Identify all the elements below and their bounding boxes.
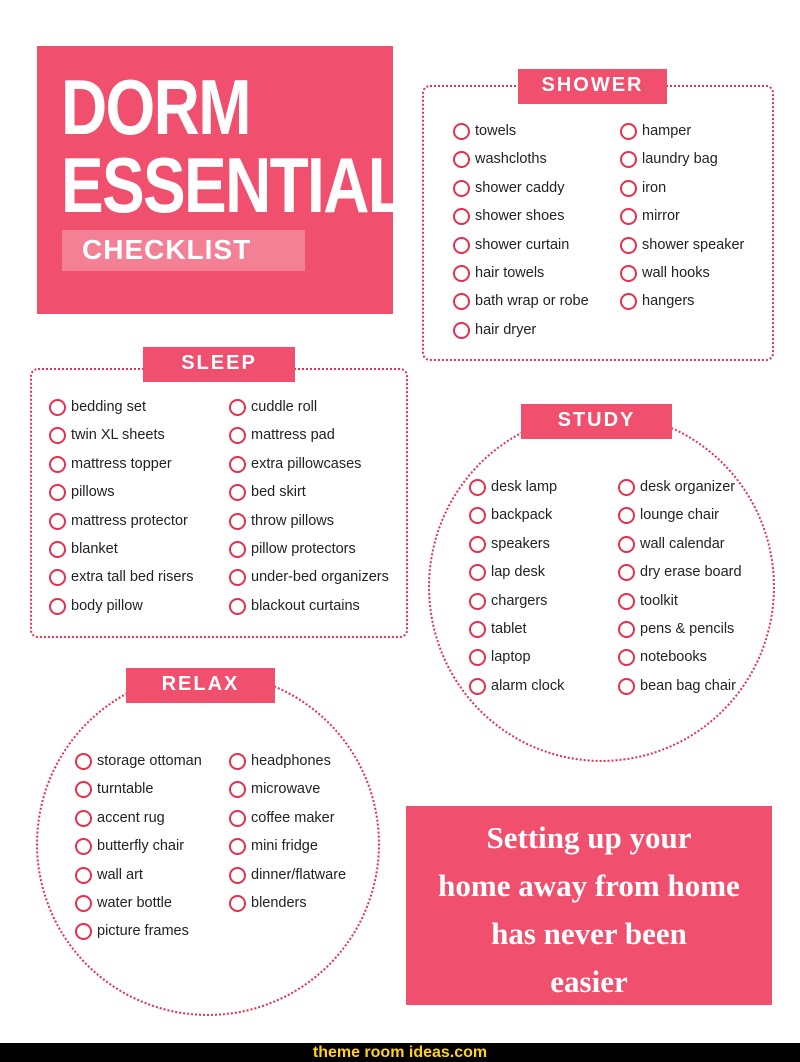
shower-item <box>620 207 744 235</box>
relax-col-1 <box>75 752 202 951</box>
checkbox-circle-icon[interactable] <box>75 810 92 827</box>
study-item-label: dry erase board <box>640 564 742 581</box>
checkbox-circle-icon[interactable] <box>229 598 246 615</box>
sleep-item-label: blackout curtains <box>251 597 360 614</box>
sleep-item <box>229 426 389 454</box>
study-item-label: alarm clock <box>491 677 565 694</box>
checkbox-circle-icon[interactable] <box>49 399 66 416</box>
checkbox-circle-icon[interactable] <box>49 427 66 444</box>
study-item <box>469 563 564 591</box>
shower-item <box>620 179 744 207</box>
sleep-item <box>229 568 389 596</box>
relax-item-label: water bottle <box>97 894 172 911</box>
study-item <box>469 535 564 563</box>
checkbox-circle-icon[interactable] <box>620 265 637 282</box>
shower-item-label: laundry bag <box>642 151 718 168</box>
sleep-item <box>229 455 389 483</box>
relax-item-label: coffee maker <box>251 809 335 826</box>
checkbox-circle-icon[interactable] <box>469 536 486 553</box>
checkbox-circle-icon[interactable] <box>453 237 470 254</box>
relax-item <box>229 894 346 922</box>
sleep-item <box>49 398 194 426</box>
checkbox-circle-icon[interactable] <box>75 867 92 884</box>
checkbox-circle-icon[interactable] <box>469 507 486 524</box>
study-item <box>618 677 750 717</box>
study-item-label: wall calendar <box>640 535 725 552</box>
checkbox-circle-icon[interactable] <box>620 123 637 140</box>
sleep-item-label: throw pillows <box>251 512 334 529</box>
study-item-label: pens & pencils <box>640 620 735 637</box>
sleep-item-label: mattress topper <box>71 455 172 472</box>
study-item-label: desk organizer <box>640 479 736 495</box>
relax-item-label: microwave <box>251 781 321 798</box>
shower-item-label: hamper <box>642 123 692 139</box>
relax-item-label: headphones <box>251 753 331 769</box>
study-item <box>618 620 750 648</box>
shower-item-label: shower speaker <box>642 236 745 253</box>
sleep-col-1 <box>49 398 194 625</box>
checkbox-circle-icon[interactable] <box>75 923 92 940</box>
checkbox-circle-icon[interactable] <box>75 781 92 798</box>
sleep-item-label: twin XL sheets <box>71 427 165 444</box>
relax-item-label: storage ottoman <box>97 753 202 769</box>
checkbox-circle-icon[interactable] <box>229 753 246 770</box>
sleep-item <box>229 597 389 625</box>
checkbox-circle-icon[interactable] <box>469 593 486 610</box>
shower-item-label: hair towels <box>475 264 545 281</box>
shower-item <box>620 122 744 150</box>
checkbox-circle-icon[interactable] <box>229 399 246 416</box>
sleep-item-label: cuddle roll <box>251 399 318 415</box>
study-item-label: lounge chair <box>640 507 719 524</box>
title-line-2: ESSENTIALS <box>61 141 447 229</box>
study-item-label: bean bag chair <box>640 677 736 694</box>
study-item-label: lap desk <box>491 564 546 581</box>
checkbox-circle-icon[interactable] <box>229 895 246 912</box>
sleep-item <box>49 568 194 596</box>
study-item <box>469 592 564 620</box>
study-item <box>469 677 564 705</box>
relax-item <box>75 922 202 950</box>
study-item <box>469 620 564 648</box>
checkbox-circle-icon[interactable] <box>453 208 470 225</box>
checkbox-circle-icon[interactable] <box>49 484 66 501</box>
relax-item-label: blenders <box>251 894 307 911</box>
shower-col-2 <box>620 122 744 321</box>
checkbox-circle-icon[interactable] <box>618 507 635 524</box>
checkbox-circle-icon[interactable] <box>618 678 635 695</box>
relax-item-label: turntable <box>97 781 154 798</box>
relax-item-label: picture frames <box>97 923 189 940</box>
checkbox-circle-icon[interactable] <box>49 456 66 473</box>
shower-item-label: shower shoes <box>475 208 565 225</box>
checklist-bar <box>62 230 305 271</box>
sleep-item-label: extra tall bed risers <box>71 569 194 586</box>
checkbox-circle-icon[interactable] <box>229 781 246 798</box>
study-item-label: chargers <box>491 592 548 609</box>
study-item-label: tablet <box>491 620 527 637</box>
study-item <box>618 592 750 620</box>
sleep-item-label: body pillow <box>71 597 143 614</box>
checkbox-circle-icon[interactable] <box>229 810 246 827</box>
relax-item <box>75 780 202 808</box>
tagline-line-1: Setting up your <box>486 820 692 855</box>
checkbox-circle-icon[interactable] <box>49 569 66 586</box>
sleep-item-label: extra pillowcases <box>251 455 362 472</box>
relax-item-label: accent rug <box>97 809 165 826</box>
shower-item <box>453 292 589 320</box>
shower-item-label: bath wrap or robe <box>475 293 589 310</box>
shower-item <box>453 236 589 264</box>
checkbox-circle-icon[interactable] <box>229 427 246 444</box>
relax-item-label: mini fridge <box>251 838 318 855</box>
shower-item-label: shower curtain <box>475 236 570 253</box>
checkbox-circle-icon[interactable] <box>618 564 635 581</box>
relax-item <box>229 780 346 808</box>
study-item <box>618 506 750 534</box>
shower-col-1 <box>453 122 589 349</box>
shower-item-label: towels <box>475 123 517 139</box>
checkbox-circle-icon[interactable] <box>618 536 635 553</box>
relax-item <box>75 752 202 780</box>
study-item-label: speakers <box>491 535 550 552</box>
relax-item <box>75 894 202 922</box>
tagline-box <box>406 806 772 1005</box>
study-heading: STUDY <box>521 404 672 439</box>
shower-item-label: hair dryer <box>475 321 537 338</box>
shower-item <box>620 264 744 292</box>
sleep-heading: SLEEP <box>143 347 295 382</box>
sleep-item <box>49 426 194 454</box>
study-item <box>469 506 564 534</box>
shower-heading: SHOWER <box>518 69 667 104</box>
sleep-item <box>49 455 194 483</box>
footer-bar <box>0 1043 800 1062</box>
study-item-label: desk lamp <box>491 479 558 495</box>
checkbox-circle-icon[interactable] <box>453 293 470 310</box>
sleep-item <box>49 512 194 540</box>
study-item <box>618 535 750 563</box>
study-item-label: backpack <box>491 507 553 524</box>
checkbox-circle-icon[interactable] <box>620 237 637 254</box>
sleep-item-label: pillows <box>71 484 115 501</box>
sleep-item <box>229 398 389 426</box>
shower-item <box>620 150 744 178</box>
sleep-item <box>49 540 194 568</box>
shower-item-label: hangers <box>642 293 695 310</box>
sleep-item-label: bedding set <box>71 399 146 415</box>
study-item-label: laptop <box>491 649 531 666</box>
checkbox-circle-icon[interactable] <box>469 621 486 638</box>
checkbox-circle-icon[interactable] <box>453 123 470 140</box>
checkbox-circle-icon[interactable] <box>75 753 92 770</box>
sleep-item-label: mattress protector <box>71 512 188 529</box>
shower-item-label: wall hooks <box>642 264 710 281</box>
checkbox-circle-icon[interactable] <box>229 541 246 558</box>
study-item <box>469 648 564 676</box>
relax-item <box>75 809 202 837</box>
checkbox-circle-icon[interactable] <box>618 621 635 638</box>
study-item-label: toolkit <box>640 592 678 609</box>
relax-item <box>75 837 202 865</box>
checkbox-circle-icon[interactable] <box>453 151 470 168</box>
checkbox-circle-icon[interactable] <box>469 678 486 695</box>
subtitle: CHECKLIST <box>82 234 252 265</box>
shower-item <box>453 179 589 207</box>
checkbox-circle-icon[interactable] <box>49 598 66 615</box>
study-col-1 <box>469 478 564 705</box>
shower-item <box>453 264 589 292</box>
sleep-item <box>229 512 389 540</box>
checkbox-circle-icon[interactable] <box>49 513 66 530</box>
relax-item-label: wall art <box>97 866 143 883</box>
checkbox-circle-icon[interactable] <box>453 265 470 282</box>
relax-item <box>75 866 202 894</box>
tagline-line-4: easier <box>550 964 628 999</box>
shower-item-label: mirror <box>642 208 680 225</box>
sleep-item <box>49 597 194 625</box>
shower-item <box>453 207 589 235</box>
checkbox-circle-icon[interactable] <box>618 649 635 666</box>
relax-col-2 <box>229 752 346 922</box>
sleep-item-label: under-bed organizers <box>251 569 389 586</box>
relax-item-label: butterfly chair <box>97 838 185 855</box>
checkbox-circle-icon[interactable] <box>229 513 246 530</box>
checkbox-circle-icon[interactable] <box>453 322 470 339</box>
tagline-line-2: home away from home <box>438 868 740 903</box>
study-item <box>618 563 750 591</box>
shower-item-label: iron <box>642 179 667 196</box>
checkbox-circle-icon[interactable] <box>75 895 92 912</box>
relax-item <box>229 809 346 837</box>
relax-item <box>229 752 346 780</box>
sleep-col-2 <box>229 398 389 625</box>
title-line-1: DORM <box>61 63 250 151</box>
sleep-item-label: blanket <box>71 540 118 557</box>
checkbox-circle-icon[interactable] <box>49 541 66 558</box>
study-item <box>469 478 564 506</box>
shower-item-label: washcloths <box>475 151 547 168</box>
checkbox-circle-icon[interactable] <box>618 593 635 610</box>
relax-item <box>229 866 346 894</box>
checkbox-circle-icon[interactable] <box>75 838 92 855</box>
footer-link[interactable]: theme room ideas.com <box>312 1044 488 1061</box>
checkbox-circle-icon[interactable] <box>620 151 637 168</box>
checkbox-circle-icon[interactable] <box>229 838 246 855</box>
checkbox-circle-icon[interactable] <box>469 479 486 496</box>
checkbox-circle-icon[interactable] <box>229 456 246 473</box>
shower-item <box>453 122 589 150</box>
sleep-item <box>49 483 194 511</box>
shower-item-label: shower caddy <box>475 179 565 196</box>
sleep-item <box>229 540 389 568</box>
sleep-item <box>229 483 389 511</box>
sleep-item-label: pillow protectors <box>251 540 356 557</box>
checkbox-circle-icon[interactable] <box>618 479 635 496</box>
checkbox-circle-icon[interactable] <box>453 180 470 197</box>
checkbox-circle-icon[interactable] <box>229 484 246 501</box>
shower-item <box>453 150 589 178</box>
shower-item <box>453 321 589 349</box>
checkbox-circle-icon[interactable] <box>229 867 246 884</box>
checkbox-circle-icon[interactable] <box>620 180 637 197</box>
checkbox-circle-icon[interactable] <box>229 569 246 586</box>
sleep-item-label: mattress pad <box>251 427 335 444</box>
shower-item <box>620 236 744 264</box>
checkbox-circle-icon[interactable] <box>469 649 486 666</box>
relax-item-label: dinner/flatware <box>251 866 347 883</box>
shower-item <box>620 292 744 320</box>
study-item-label: notebooks <box>640 649 707 666</box>
title-banner <box>37 46 447 314</box>
tagline-line-3: has never been <box>491 916 687 951</box>
relax-heading: RELAX <box>126 668 275 703</box>
checkbox-circle-icon[interactable] <box>620 293 637 310</box>
study-col-2 <box>618 478 750 717</box>
sleep-item-label: bed skirt <box>251 484 306 501</box>
study-item <box>618 648 750 676</box>
checkbox-circle-icon[interactable] <box>469 564 486 581</box>
study-item <box>618 478 750 506</box>
relax-item <box>229 837 346 865</box>
checkbox-circle-icon[interactable] <box>620 208 637 225</box>
